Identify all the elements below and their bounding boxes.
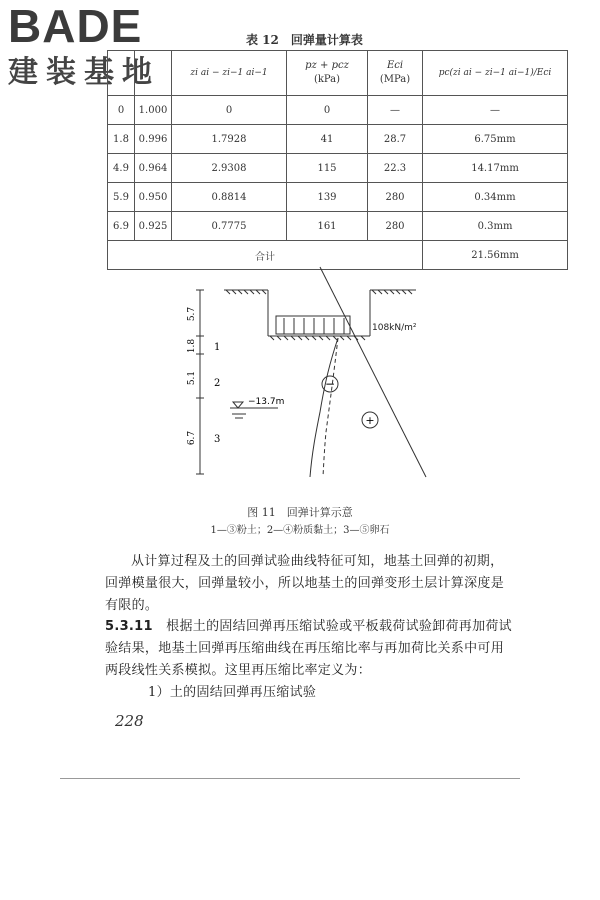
layer-label: 1	[214, 342, 221, 353]
brand-name: BADE	[8, 0, 143, 52]
table-cell: 0	[287, 96, 368, 125]
table-title: 表 12 回弹量计算表	[246, 33, 363, 47]
header-cell: zi ai − zi−1 ai−1	[172, 51, 287, 96]
table-header-row	[108, 51, 568, 96]
table-cell: 0.34mm	[423, 183, 568, 212]
unload-arrows	[276, 316, 350, 334]
table-cell: 6.9	[108, 212, 135, 241]
layer-label: 2	[214, 378, 221, 389]
table-cell: 0	[108, 96, 135, 125]
table-row	[108, 183, 568, 212]
plus-sign: +	[365, 414, 375, 427]
table-cell: 139	[287, 183, 368, 212]
table-cell: 0.964	[135, 154, 172, 183]
rebound-table	[107, 50, 568, 270]
table-cell: 22.3	[368, 154, 423, 183]
table-cell: —	[423, 96, 568, 125]
table-cell: 280	[368, 183, 423, 212]
paragraph	[105, 616, 515, 682]
table-row	[108, 154, 568, 183]
table-cell: 6.75mm	[423, 125, 568, 154]
layer-label: 3	[214, 434, 221, 445]
section-number: 5.3.11	[105, 619, 153, 634]
table-cell: 0.925	[135, 212, 172, 241]
depth-label: 1.8	[187, 338, 197, 354]
header-cell: Eci (MPa)	[368, 51, 423, 96]
table-row	[108, 212, 568, 241]
table-cell: 1.8	[108, 125, 135, 154]
table-cell: 2.9308	[172, 154, 287, 183]
header-cell	[108, 51, 135, 96]
table-cell: 4.9	[108, 154, 135, 183]
depth-label: 5.1	[187, 370, 197, 386]
brand-subtitle: 建装基地	[8, 55, 160, 90]
table-cell: 0.8814	[172, 183, 287, 212]
table-cell: 0.7775	[172, 212, 287, 241]
header-cell: pc(zi ai − zi−1 ai−1)/Eci	[423, 51, 568, 96]
table-cell: 28.7	[368, 125, 423, 154]
excavation-pit	[268, 290, 370, 340]
header-cell: pz + pcz (kPa)	[287, 51, 368, 96]
table-cell: —	[368, 96, 423, 125]
bottom-rule	[60, 778, 520, 779]
list-item: 1）土的固结回弹再压缩试验	[148, 685, 317, 700]
paragraph-text: 根据土的固结回弹再压缩试验或平板载荷试验卸荷再加荷试验结果，地基土回弹再压缩曲线在再压缩比率与再加荷比关系中可用两段线性关系模拟。这里再压缩比率定义为：	[105, 619, 512, 678]
water-level-label: −13.7m	[248, 397, 285, 407]
depth-axis	[196, 290, 204, 474]
figure-legend: 1—③粉土；2—④粉质黏土；3—⑤卵石	[210, 525, 390, 536]
table-cell: 14.17mm	[423, 154, 568, 183]
table-cell: 1.7928	[172, 125, 287, 154]
table-row	[108, 125, 568, 154]
table-cell: 161	[287, 212, 368, 241]
minus-sign: −	[324, 377, 336, 391]
figure-caption: 图 11 回弹计算示意	[247, 506, 353, 519]
paragraph: 从计算过程及土的回弹试验曲线特征可知，地基土回弹的初期，回弹模量很大，回弹量较小，所以地基土的回弹变形土层计算深度是有限的。	[105, 554, 505, 613]
table-cell: 280	[368, 212, 423, 241]
load-label: 108kN/m²	[372, 323, 417, 333]
table-cell: 0.950	[135, 183, 172, 212]
table-row	[108, 96, 568, 125]
depth-label: 5.7	[187, 306, 197, 322]
table-cell: 5.9	[108, 183, 135, 212]
total-value: 21.56mm	[423, 241, 568, 270]
depth-label: 6.7	[187, 430, 197, 446]
page-number: 228	[115, 712, 144, 730]
table-cell: 0	[172, 96, 287, 125]
table-cell: 0.996	[135, 125, 172, 154]
rebound-figure	[180, 262, 440, 482]
table-cell: 1.000	[135, 96, 172, 125]
table-cell: 41	[287, 125, 368, 154]
stress-lines	[310, 267, 426, 477]
ground-surface	[224, 290, 416, 294]
table-cell: 0.3mm	[423, 212, 568, 241]
table-cell: 115	[287, 154, 368, 183]
total-label: 合计	[108, 241, 423, 270]
header-cell	[135, 51, 172, 96]
